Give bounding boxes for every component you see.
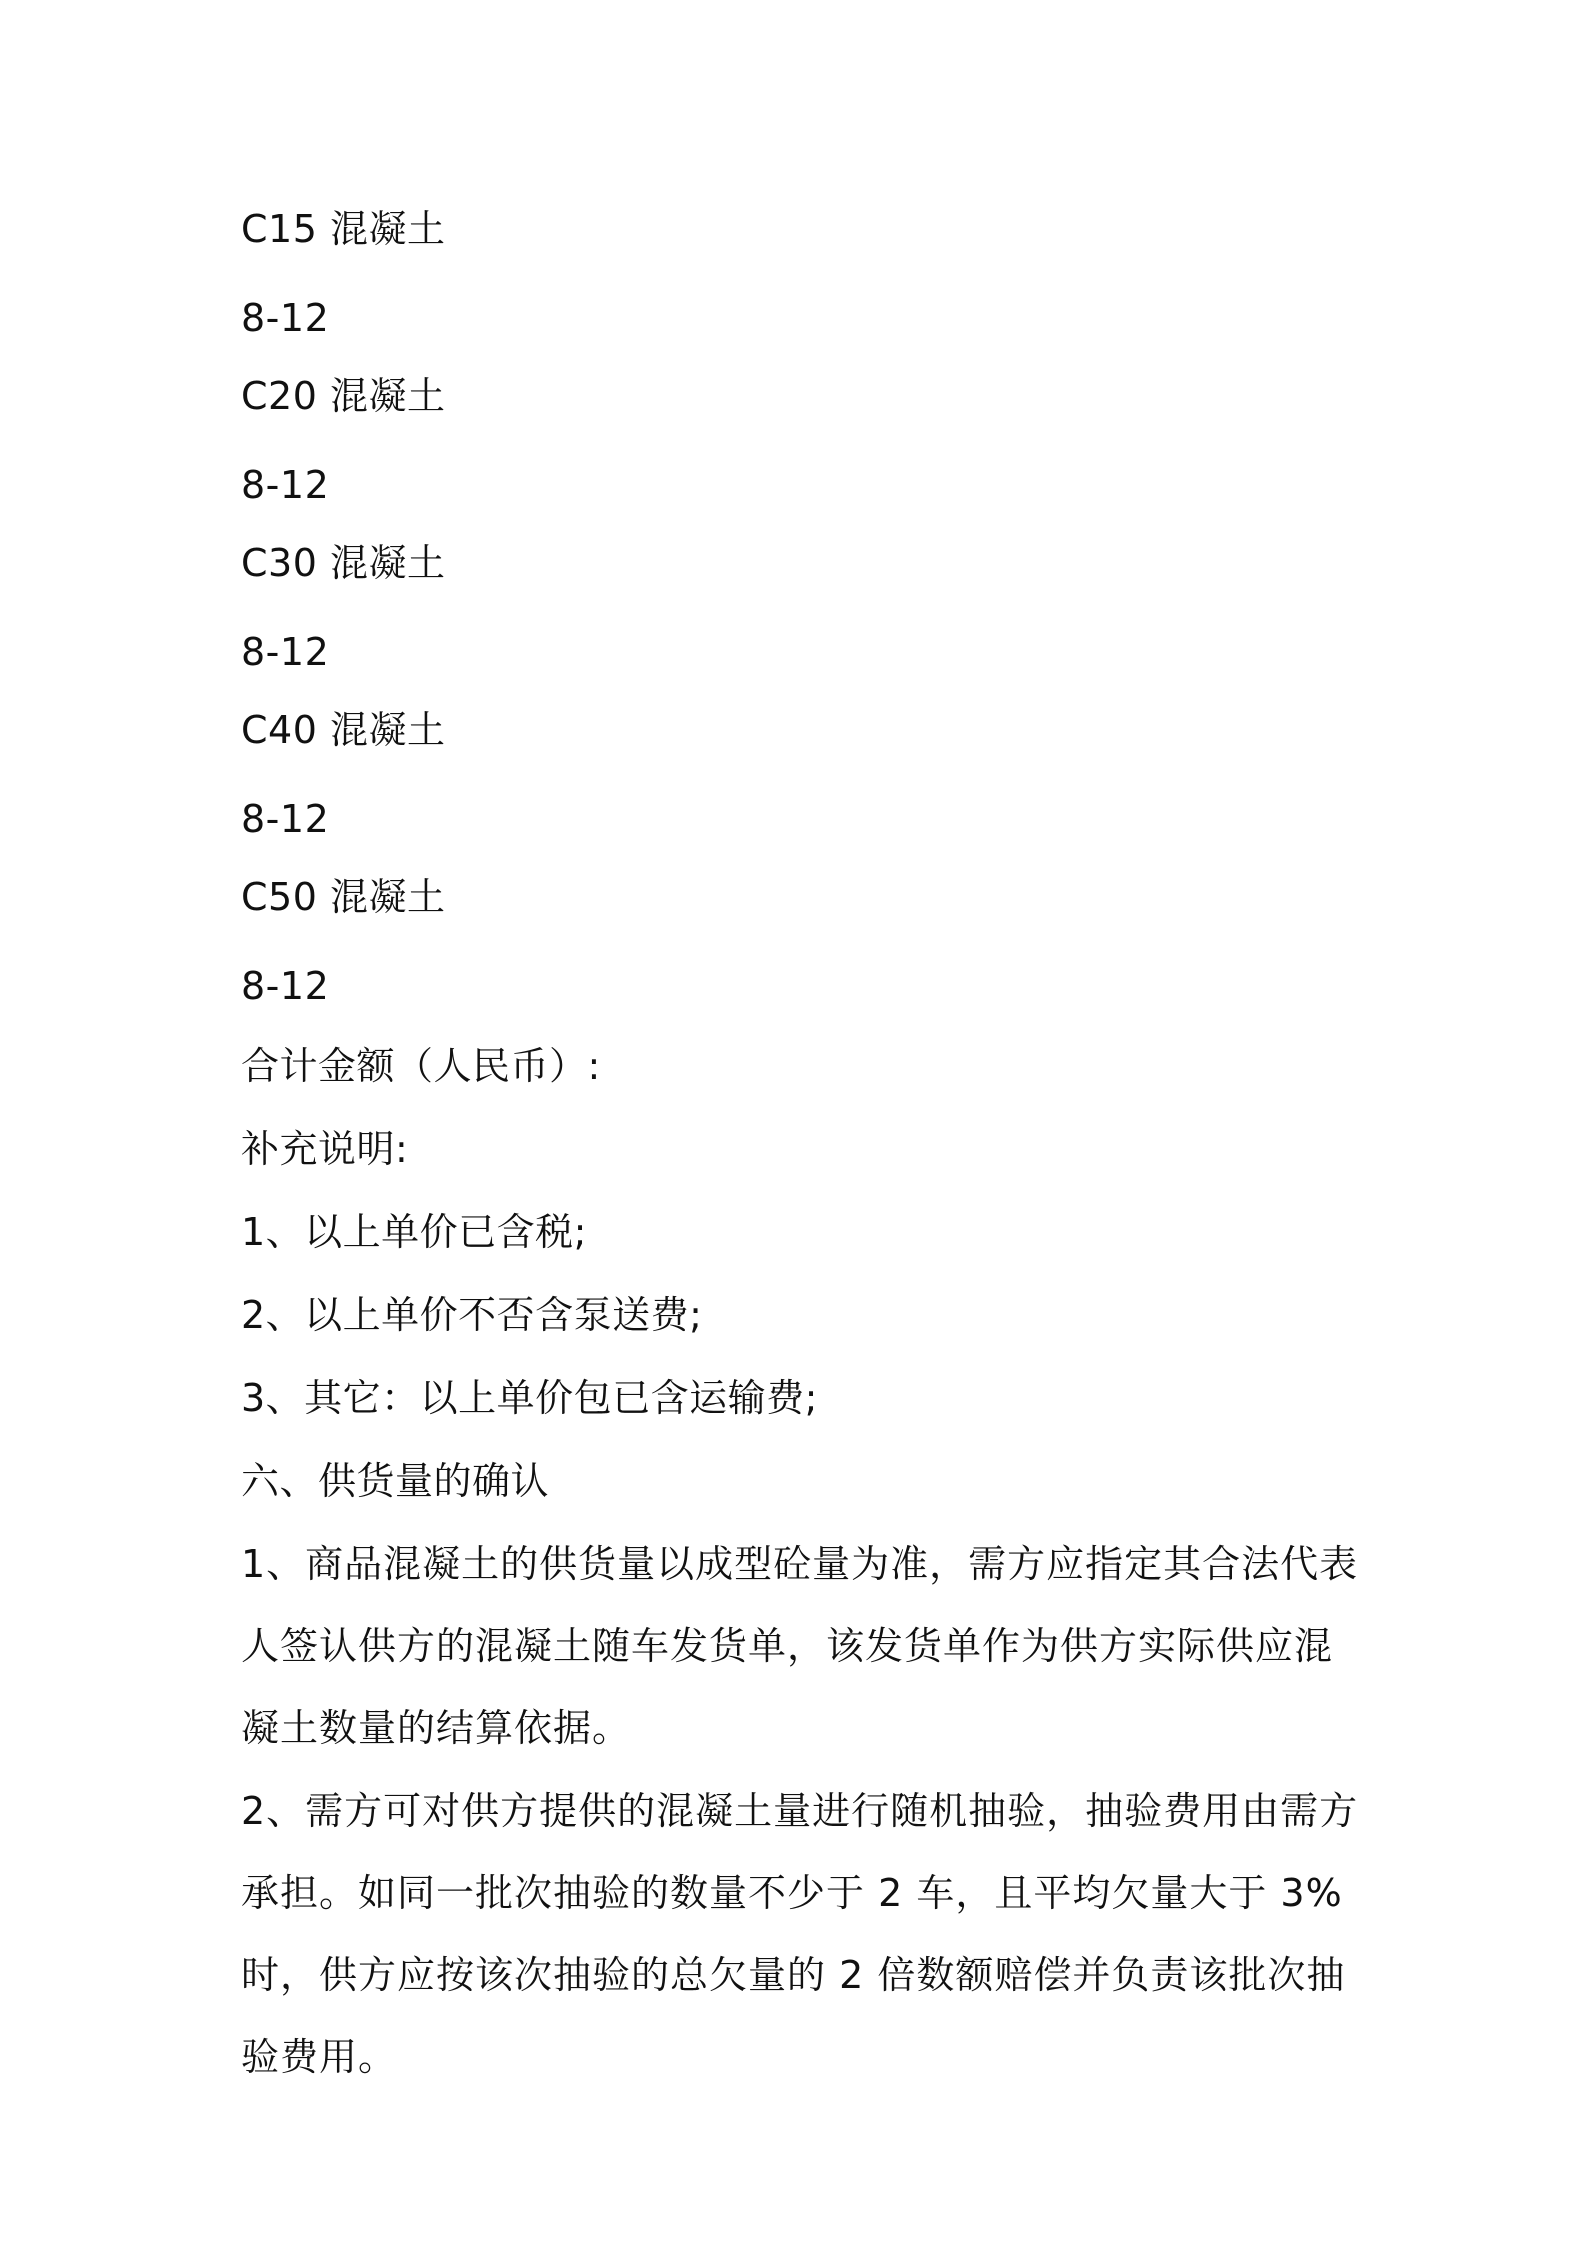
section-six-paragraph: 2、需方可对供方提供的混凝土量进行随机抽验，抽验费用由需方承担。如同一批次抽验的数量不少于 2 车，且平均欠量大于 3%时，供方应按该次抽验的总欠量的 2 倍数额赔偿并负责该批次抽验费用。 — [241, 1789, 1359, 2079]
section-six-paragraph: 1、商品混凝土的供货量以成型砼量为准，需方应指定其合法代表人签认供方的混凝土随车发货单，该发货单作为供方实际供应混凝土数量的结算依据。 — [241, 1542, 1359, 1750]
price-item-grade: C20 混凝土 — [241, 374, 446, 418]
price-item-grade: C30 混凝土 — [241, 541, 446, 585]
price-item-slump: 8-12 — [241, 463, 330, 507]
supplement-item: 1、以上单价已含税; — [241, 1210, 587, 1254]
price-item-slump: 8-12 — [241, 630, 330, 674]
price-item-grade: C40 混凝土 — [241, 708, 446, 752]
section-six-title: 六、供货量的确认 — [241, 1459, 550, 1503]
supplement-item: 2、以上单价不否含泵送费; — [241, 1293, 703, 1337]
price-item-slump: 8-12 — [241, 296, 330, 340]
price-item-grade: C50 混凝土 — [241, 875, 446, 919]
price-item-grade: C15 混凝土 — [241, 207, 446, 251]
supplement-heading: 补充说明: — [241, 1127, 409, 1171]
total-amount-label: 合计金额（人民币）: — [241, 1044, 601, 1088]
supplement-item: 3、其它：以上单价包已含运输费; — [241, 1376, 818, 1420]
price-item-slump: 8-12 — [241, 964, 330, 1008]
price-item-slump: 8-12 — [241, 797, 330, 841]
